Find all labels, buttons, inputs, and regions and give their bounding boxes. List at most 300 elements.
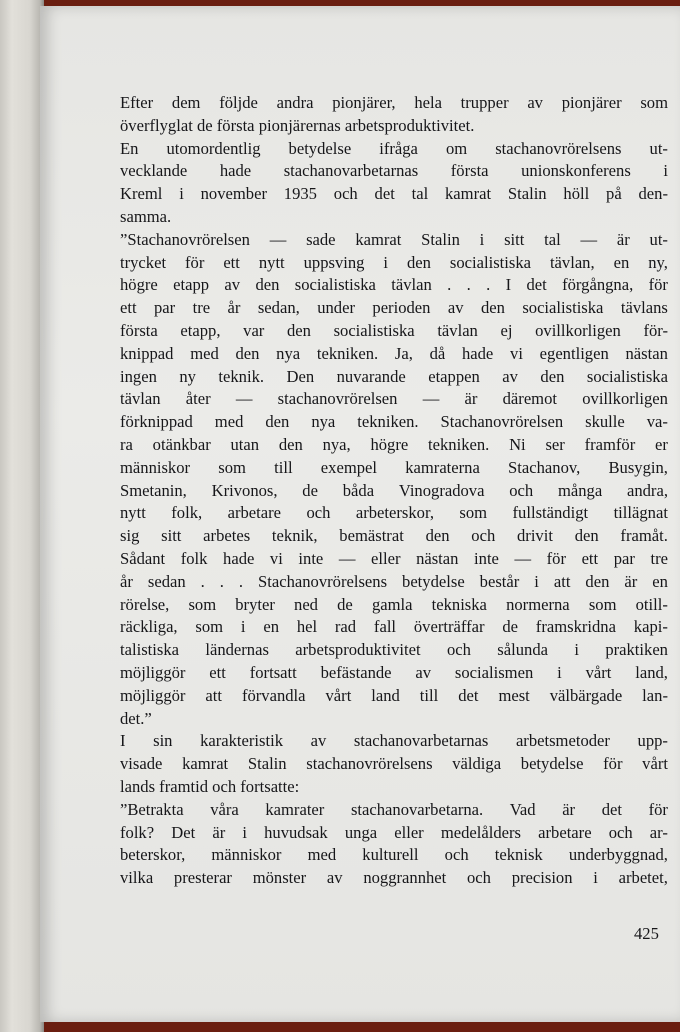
text-line bbox=[120, 366, 668, 389]
text-word: i bbox=[383, 252, 389, 272]
text-word: tävlan bbox=[391, 275, 432, 295]
text-word: tävlan, bbox=[549, 252, 595, 272]
text-word: kapi- bbox=[633, 617, 668, 637]
text-line bbox=[120, 252, 668, 275]
text-line bbox=[120, 160, 668, 183]
text-word: ländernas bbox=[205, 640, 269, 660]
text-word: . bbox=[486, 275, 491, 295]
text-word: sedan bbox=[147, 571, 186, 591]
text-word: — bbox=[422, 389, 440, 409]
text-word: är bbox=[464, 389, 478, 409]
text-line bbox=[120, 229, 668, 252]
text-word: en bbox=[652, 571, 668, 591]
text-word: . bbox=[466, 275, 471, 295]
text-word: och bbox=[333, 184, 358, 204]
text-word: stachanovrörelsens bbox=[495, 138, 622, 158]
text-word: av bbox=[447, 298, 464, 318]
text-word: ett bbox=[120, 298, 137, 318]
text-word: Den bbox=[286, 366, 315, 386]
text-word: egentligen bbox=[539, 343, 609, 363]
text-line-content: samma. bbox=[120, 206, 172, 226]
text-word: Stachanov, bbox=[508, 457, 581, 477]
text-word: tävlans bbox=[620, 298, 668, 318]
text-word: otänkbar bbox=[152, 434, 211, 454]
text-word: karakteristik bbox=[200, 731, 283, 751]
text-word: våra bbox=[210, 799, 239, 819]
text-word: Stalin bbox=[247, 754, 287, 774]
text-word: tekniken. bbox=[357, 412, 419, 432]
text-line bbox=[120, 115, 668, 138]
text-word: en bbox=[263, 617, 279, 637]
text-word: stachanovarbetarnas bbox=[353, 731, 489, 751]
text-word: . bbox=[447, 275, 452, 295]
text-word: framskridna bbox=[535, 617, 616, 637]
text-word: ovillkorligen bbox=[535, 320, 621, 340]
text-word: inte bbox=[474, 548, 499, 568]
text-word: mest bbox=[498, 685, 530, 705]
text-word: nya bbox=[311, 412, 336, 432]
text-line bbox=[120, 844, 668, 867]
text-word: första bbox=[450, 161, 489, 181]
text-word: följde bbox=[219, 93, 258, 112]
text-line bbox=[120, 388, 668, 411]
text-word: människor bbox=[120, 457, 191, 477]
text-word: rad bbox=[334, 617, 357, 637]
text-word: socialistiska bbox=[294, 275, 376, 295]
text-word: skulle bbox=[585, 412, 625, 432]
text-word: folk? bbox=[120, 822, 155, 842]
book-page bbox=[40, 6, 680, 1022]
text-word: den bbox=[265, 412, 290, 432]
text-word: stachanovarbetarnas bbox=[283, 161, 419, 181]
text-word: framför bbox=[584, 434, 636, 454]
text-word: den bbox=[425, 526, 450, 546]
text-word: år bbox=[120, 571, 133, 591]
text-word: hela bbox=[414, 93, 442, 112]
text-word: till bbox=[274, 457, 293, 477]
text-line bbox=[120, 753, 668, 776]
text-word: som bbox=[218, 457, 246, 477]
text-word: i bbox=[593, 868, 598, 888]
text-word: va- bbox=[646, 412, 668, 432]
text-word: åter bbox=[185, 389, 211, 409]
text-word: inte bbox=[298, 548, 324, 568]
text-line bbox=[120, 274, 668, 297]
text-word: par bbox=[613, 548, 635, 568]
text-word: folk, bbox=[171, 503, 203, 523]
text-word: och bbox=[608, 822, 633, 842]
text-line bbox=[120, 822, 668, 845]
text-word: huvudsak bbox=[264, 822, 328, 842]
text-word: och bbox=[446, 640, 471, 660]
text-word: i bbox=[557, 662, 562, 682]
text-word: räckliga, bbox=[120, 617, 178, 637]
text-word: Ni bbox=[509, 434, 526, 454]
text-line bbox=[120, 297, 668, 320]
text-word: tekniken. bbox=[428, 434, 490, 454]
text-word: — bbox=[269, 229, 287, 249]
text-word: november bbox=[200, 184, 267, 204]
text-word: befästande bbox=[320, 662, 392, 682]
text-word: Stachanovrörelsens bbox=[258, 571, 388, 591]
text-word: utomordentlig bbox=[166, 138, 261, 158]
text-word: sitt bbox=[161, 526, 182, 546]
text-word: som bbox=[459, 503, 488, 523]
text-word: hel bbox=[296, 617, 318, 637]
text-word: medelålders bbox=[440, 822, 522, 842]
body-text bbox=[120, 92, 668, 890]
text-word: normerna bbox=[506, 594, 570, 614]
text-word: trupper bbox=[460, 93, 509, 112]
text-word: underbyggnad, bbox=[568, 845, 668, 865]
text-word: år bbox=[227, 298, 241, 318]
text-word: Stalin bbox=[507, 184, 547, 204]
text-word: tekniken. bbox=[316, 343, 379, 363]
text-line bbox=[120, 548, 668, 571]
text-word: socialistiska bbox=[586, 366, 668, 386]
text-word: då bbox=[429, 343, 446, 363]
text-word: socialistiska bbox=[449, 252, 531, 272]
text-line bbox=[120, 92, 668, 115]
text-word: sin bbox=[153, 731, 173, 751]
text-word: uppsving bbox=[303, 252, 365, 272]
text-line bbox=[120, 411, 668, 434]
text-word: land bbox=[371, 685, 400, 705]
text-word: — bbox=[235, 389, 253, 409]
text-word: ny bbox=[179, 366, 196, 386]
text-word: bryter bbox=[235, 594, 275, 614]
text-word: praktiken bbox=[605, 640, 668, 660]
text-word: ut- bbox=[649, 229, 668, 249]
text-word: av bbox=[224, 275, 241, 295]
text-word: folk bbox=[180, 548, 208, 568]
text-word: hade bbox=[219, 161, 252, 181]
text-word: perioden bbox=[372, 298, 431, 318]
text-word: tillägnat bbox=[613, 503, 668, 523]
text-word: som bbox=[195, 617, 224, 637]
text-word: höll bbox=[563, 184, 590, 204]
text-word: arbeterskor, bbox=[355, 503, 434, 523]
text-word: båda bbox=[342, 480, 375, 500]
text-line bbox=[120, 685, 668, 708]
text-word: vi bbox=[269, 548, 283, 568]
text-word: att bbox=[553, 571, 571, 591]
text-word: första bbox=[120, 320, 158, 340]
text-word: är bbox=[624, 571, 638, 591]
text-word: knippad bbox=[120, 343, 174, 363]
text-word: för- bbox=[643, 320, 668, 340]
text-word: talistiska bbox=[120, 640, 179, 660]
text-word: av bbox=[527, 93, 543, 112]
text-line bbox=[120, 662, 668, 685]
text-word: i bbox=[179, 184, 184, 204]
text-word: bemästrat bbox=[339, 526, 404, 546]
text-word: ovillkorligen bbox=[582, 389, 668, 409]
text-word: ar- bbox=[649, 822, 668, 842]
text-word: nuvarande bbox=[336, 366, 406, 386]
text-word: arbetare bbox=[227, 503, 282, 523]
text-word: unga bbox=[344, 822, 378, 842]
text-word: nya bbox=[276, 343, 301, 363]
text-word: ser bbox=[545, 434, 565, 454]
text-word: fall bbox=[373, 617, 397, 637]
text-word: högre bbox=[120, 275, 158, 295]
text-word: nytt bbox=[120, 503, 146, 523]
text-word: Det bbox=[171, 822, 196, 842]
text-word: arbetsproduktivitet bbox=[295, 640, 421, 660]
text-word: med bbox=[190, 343, 219, 363]
text-word: kamrater bbox=[265, 799, 325, 819]
text-word: vilka bbox=[120, 868, 154, 888]
text-word: tre bbox=[192, 298, 211, 318]
text-word: väldiga bbox=[452, 754, 502, 774]
text-word: de bbox=[337, 594, 353, 614]
text-line-content: överflyglat de första pionjärernas arbetsproduktivitet. bbox=[120, 115, 475, 135]
text-line bbox=[120, 616, 668, 639]
text-word: ut- bbox=[649, 138, 668, 158]
text-word: teknik, bbox=[271, 526, 318, 546]
text-word: fortsatt bbox=[249, 662, 297, 682]
text-word: kulturell bbox=[362, 845, 419, 865]
text-word: de bbox=[502, 617, 518, 637]
text-word: — bbox=[514, 548, 532, 568]
text-word: i bbox=[240, 617, 246, 637]
text-word: par bbox=[154, 298, 176, 318]
text-word: ett bbox=[581, 548, 599, 568]
text-line bbox=[120, 434, 668, 457]
text-word: otill- bbox=[635, 594, 668, 614]
text-word: tävlan bbox=[120, 389, 161, 409]
text-word: i bbox=[534, 571, 539, 591]
text-word: till bbox=[419, 685, 439, 705]
text-word: socialistiska bbox=[522, 298, 604, 318]
text-word: Vinogradova bbox=[398, 480, 485, 500]
text-word: presterar bbox=[173, 868, 232, 888]
text-word: andra, bbox=[626, 480, 668, 500]
text-word: däremot bbox=[502, 389, 557, 409]
text-word: med bbox=[214, 412, 244, 432]
text-word: andra bbox=[276, 93, 314, 112]
text-word: den bbox=[574, 526, 599, 546]
text-word: ”Betrakta bbox=[120, 799, 184, 819]
text-word: den bbox=[480, 298, 505, 318]
text-word: noggrannhet bbox=[363, 868, 447, 888]
text-word: etappen bbox=[428, 366, 480, 386]
text-line bbox=[120, 594, 668, 617]
text-word: stachanovrörelsen bbox=[277, 389, 398, 409]
text-word: framåt. bbox=[620, 526, 668, 546]
text-word: nytt bbox=[258, 252, 285, 272]
text-word: tekniska bbox=[431, 594, 487, 614]
text-word: vårt bbox=[642, 754, 668, 774]
text-word: hade bbox=[223, 548, 255, 568]
text-word: teknisk bbox=[494, 845, 543, 865]
text-word: och bbox=[509, 480, 534, 500]
text-word: med bbox=[307, 845, 337, 865]
text-line bbox=[120, 708, 668, 731]
text-word: trycket bbox=[120, 252, 167, 272]
text-word: och bbox=[467, 868, 491, 888]
text-word: i bbox=[663, 161, 668, 181]
text-word: ingen bbox=[120, 366, 157, 386]
text-word: Sådant bbox=[120, 548, 166, 568]
text-word: utan bbox=[230, 434, 260, 454]
text-word: . bbox=[238, 571, 244, 591]
text-word: Busygin, bbox=[608, 457, 668, 477]
text-word: exempel bbox=[320, 457, 378, 477]
text-word: det bbox=[458, 685, 479, 705]
text-word: ra bbox=[120, 434, 133, 454]
text-word: sedan, bbox=[257, 298, 300, 318]
text-word: . bbox=[219, 571, 224, 591]
text-word: kamrat bbox=[355, 229, 402, 249]
text-word: betydelse bbox=[288, 138, 352, 158]
text-word: Vad bbox=[509, 799, 536, 819]
text-word: den bbox=[255, 275, 280, 295]
text-word: många bbox=[557, 480, 603, 500]
text-word: är bbox=[562, 799, 576, 819]
text-word: precision bbox=[511, 868, 573, 888]
text-word: eller bbox=[371, 548, 401, 568]
text-word: för bbox=[185, 252, 205, 272]
text-word: var bbox=[243, 320, 265, 340]
text-word: beterskor, bbox=[120, 845, 186, 865]
text-word: tal bbox=[411, 184, 429, 204]
text-word: Krivonos, bbox=[211, 480, 278, 500]
text-word: på bbox=[606, 184, 622, 204]
text-word: välbärgade bbox=[549, 685, 623, 705]
text-word: ”Stachanovrörelsen bbox=[120, 229, 250, 249]
text-word: i bbox=[574, 640, 579, 660]
text-word: under bbox=[317, 298, 355, 318]
text-line bbox=[120, 525, 668, 548]
text-word: överträffar bbox=[413, 617, 485, 637]
text-word: de bbox=[302, 480, 318, 500]
text-line bbox=[120, 867, 668, 890]
text-word: av bbox=[415, 662, 432, 682]
text-word: vårt bbox=[585, 662, 612, 682]
text-word: högre bbox=[370, 434, 409, 454]
text-word: Stalin bbox=[421, 229, 460, 249]
text-word: pionjärer bbox=[561, 93, 622, 112]
text-line-content: det.” bbox=[120, 708, 152, 728]
text-line bbox=[120, 183, 668, 206]
text-word: sitt bbox=[504, 229, 525, 249]
text-word: en bbox=[613, 252, 630, 272]
text-word: den bbox=[540, 366, 565, 386]
text-word: er bbox=[655, 434, 668, 454]
text-word: . bbox=[200, 571, 205, 591]
text-line bbox=[120, 138, 668, 161]
text-word: tävlan bbox=[437, 320, 478, 340]
text-word: rörelse, bbox=[120, 594, 170, 614]
text-word: dem bbox=[171, 93, 201, 112]
text-word: kamraterna bbox=[405, 457, 480, 477]
text-word: och bbox=[306, 503, 331, 523]
text-word: är bbox=[616, 229, 630, 249]
text-line bbox=[120, 320, 668, 343]
text-word: sade bbox=[306, 229, 336, 249]
text-word: den bbox=[286, 320, 311, 340]
text-word: etapp, bbox=[180, 320, 221, 340]
text-word: arbetare bbox=[538, 822, 592, 842]
text-word: I bbox=[120, 731, 126, 751]
text-word: tal bbox=[544, 229, 561, 249]
text-word: unionskonferens bbox=[521, 161, 631, 181]
text-word: pionjärer, bbox=[332, 93, 396, 112]
text-word: av bbox=[326, 868, 343, 888]
text-word: det bbox=[374, 184, 395, 204]
text-word: socialismen bbox=[454, 662, 534, 682]
text-word: den bbox=[235, 343, 260, 363]
text-word: ifråga bbox=[379, 138, 418, 158]
text-word: Stachanovrörelsen bbox=[440, 412, 564, 432]
text-word: att bbox=[205, 685, 222, 705]
text-line bbox=[120, 457, 668, 480]
text-word: etapp bbox=[173, 275, 210, 295]
text-word: vårt bbox=[325, 685, 352, 705]
text-word: består bbox=[479, 571, 520, 591]
text-word: nästan bbox=[416, 548, 459, 568]
text-line bbox=[120, 343, 668, 366]
text-word: ny, bbox=[648, 252, 668, 272]
text-word: och bbox=[444, 845, 469, 865]
text-word: för bbox=[546, 548, 566, 568]
facing-page-edge bbox=[0, 0, 44, 1032]
text-word: teknik. bbox=[218, 366, 265, 386]
text-word: för bbox=[648, 799, 668, 819]
text-word: det bbox=[526, 275, 547, 295]
text-word: betydelse bbox=[520, 754, 584, 774]
text-word: den bbox=[406, 252, 431, 272]
text-word: i bbox=[242, 822, 247, 842]
text-word: förvandla bbox=[241, 685, 306, 705]
text-word: tre bbox=[650, 548, 668, 568]
text-word: förgångna, bbox=[562, 275, 634, 295]
text-word: för bbox=[603, 754, 623, 774]
text-word: möjliggör bbox=[120, 685, 186, 705]
text-word: arbetes bbox=[203, 526, 251, 546]
text-word: ned bbox=[294, 594, 318, 614]
text-word: — bbox=[580, 229, 598, 249]
text-word: kamrat bbox=[445, 184, 492, 204]
text-word: i bbox=[479, 229, 485, 249]
text-word: Ja, bbox=[394, 343, 413, 363]
text-word: gamla bbox=[371, 594, 413, 614]
text-line bbox=[120, 480, 668, 503]
text-line bbox=[120, 206, 668, 229]
text-word: ett bbox=[223, 252, 240, 272]
text-word: av bbox=[310, 731, 327, 751]
text-word: visade bbox=[120, 754, 163, 774]
text-word: Kreml bbox=[120, 184, 163, 204]
text-line bbox=[120, 730, 668, 753]
text-word: arbetet, bbox=[618, 868, 668, 888]
text-word: nya, bbox=[322, 434, 351, 454]
text-word: den bbox=[278, 434, 303, 454]
text-word: som bbox=[640, 93, 668, 112]
text-word: nästan bbox=[625, 343, 668, 363]
text-line bbox=[120, 502, 668, 525]
text-word: kamrat bbox=[182, 754, 229, 774]
text-word: förknippad bbox=[120, 412, 193, 432]
text-word: eller bbox=[394, 822, 424, 842]
text-word: den- bbox=[638, 184, 668, 204]
text-line bbox=[120, 639, 668, 662]
text-word: socialistiska bbox=[333, 320, 415, 340]
text-word: betydelse bbox=[402, 571, 465, 591]
text-word: stachanovarbetarna. bbox=[350, 799, 484, 819]
